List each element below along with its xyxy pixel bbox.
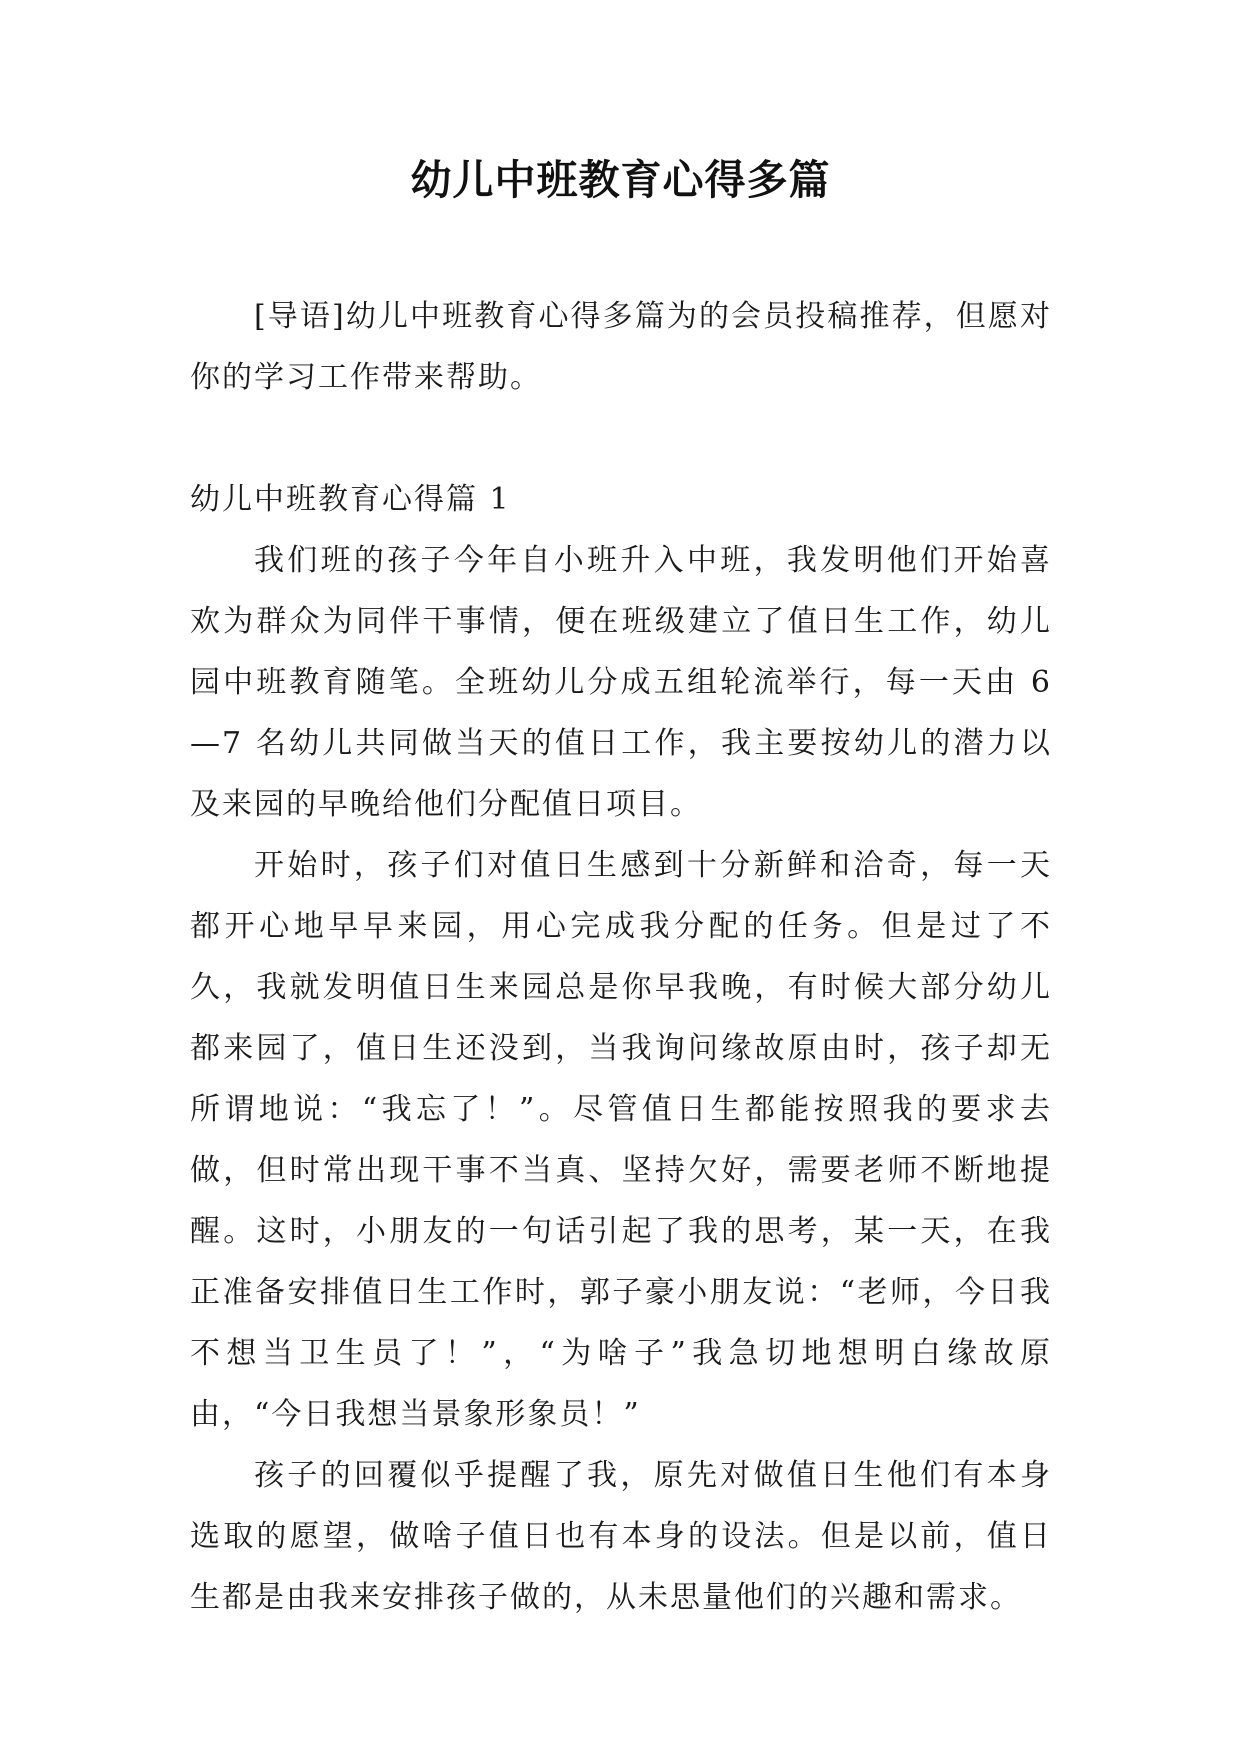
document-title: 幼儿中班教育心得多篇 xyxy=(410,156,831,204)
document-body xyxy=(190,286,1052,1628)
section-heading: 幼儿中班教育心得篇 1 xyxy=(190,482,511,517)
body-paragraph-1: 我们班的孩子今年自小班升入中班，我发明他们开始喜欢为群众为同伴干事情，便在班级建立了值日生工作，幼儿园中班教育随笔。全班幼儿分成五组轮流举行，每一天由 6—7 名幼儿共同做当天的值日工作，我主要按幼儿的潜力以及来园的早晚给他们分配值日项目。 xyxy=(190,543,1052,822)
intro-paragraph: [导语]幼儿中班教育心得多篇为的会员投稿推荐，但愿对你的学习工作带来帮助。 xyxy=(190,299,1052,395)
body-paragraph-2: 开始时，孩子们对值日生感到十分新鲜和洽奇，每一天都开心地早早来园，用心完成我分配的任务。但是过了不久，我就发明值日生来园总是你早我晚，有时候大部分幼儿都来园了，值日生还没到，当我询问缘故原由时，孩子却无所谓地说：“我忘了！”。尽管值日生都能按照我的要求去做，但时常出现干事不当真、坚持欠好，需要老师不断地提醒。这时，小朋友的一句话引起了我的思考，某一天，在我正准备安排值日生工作时，郭子豪小朋友说：“老师，今日我不想当卫生员了！”，“为啥子”我急切地想明白缘故原由，“今日我想当景象形象员！” xyxy=(190,848,1052,1432)
body-paragraph-3: 孩子的回覆似乎提醒了我，原先对做值日生他们有本身选取的愿望，做啥子值日也有本身的设法。但是以前，值日生都是由我来安排孩子做的，从未思量他们的兴趣和需求。 xyxy=(190,1458,1052,1615)
